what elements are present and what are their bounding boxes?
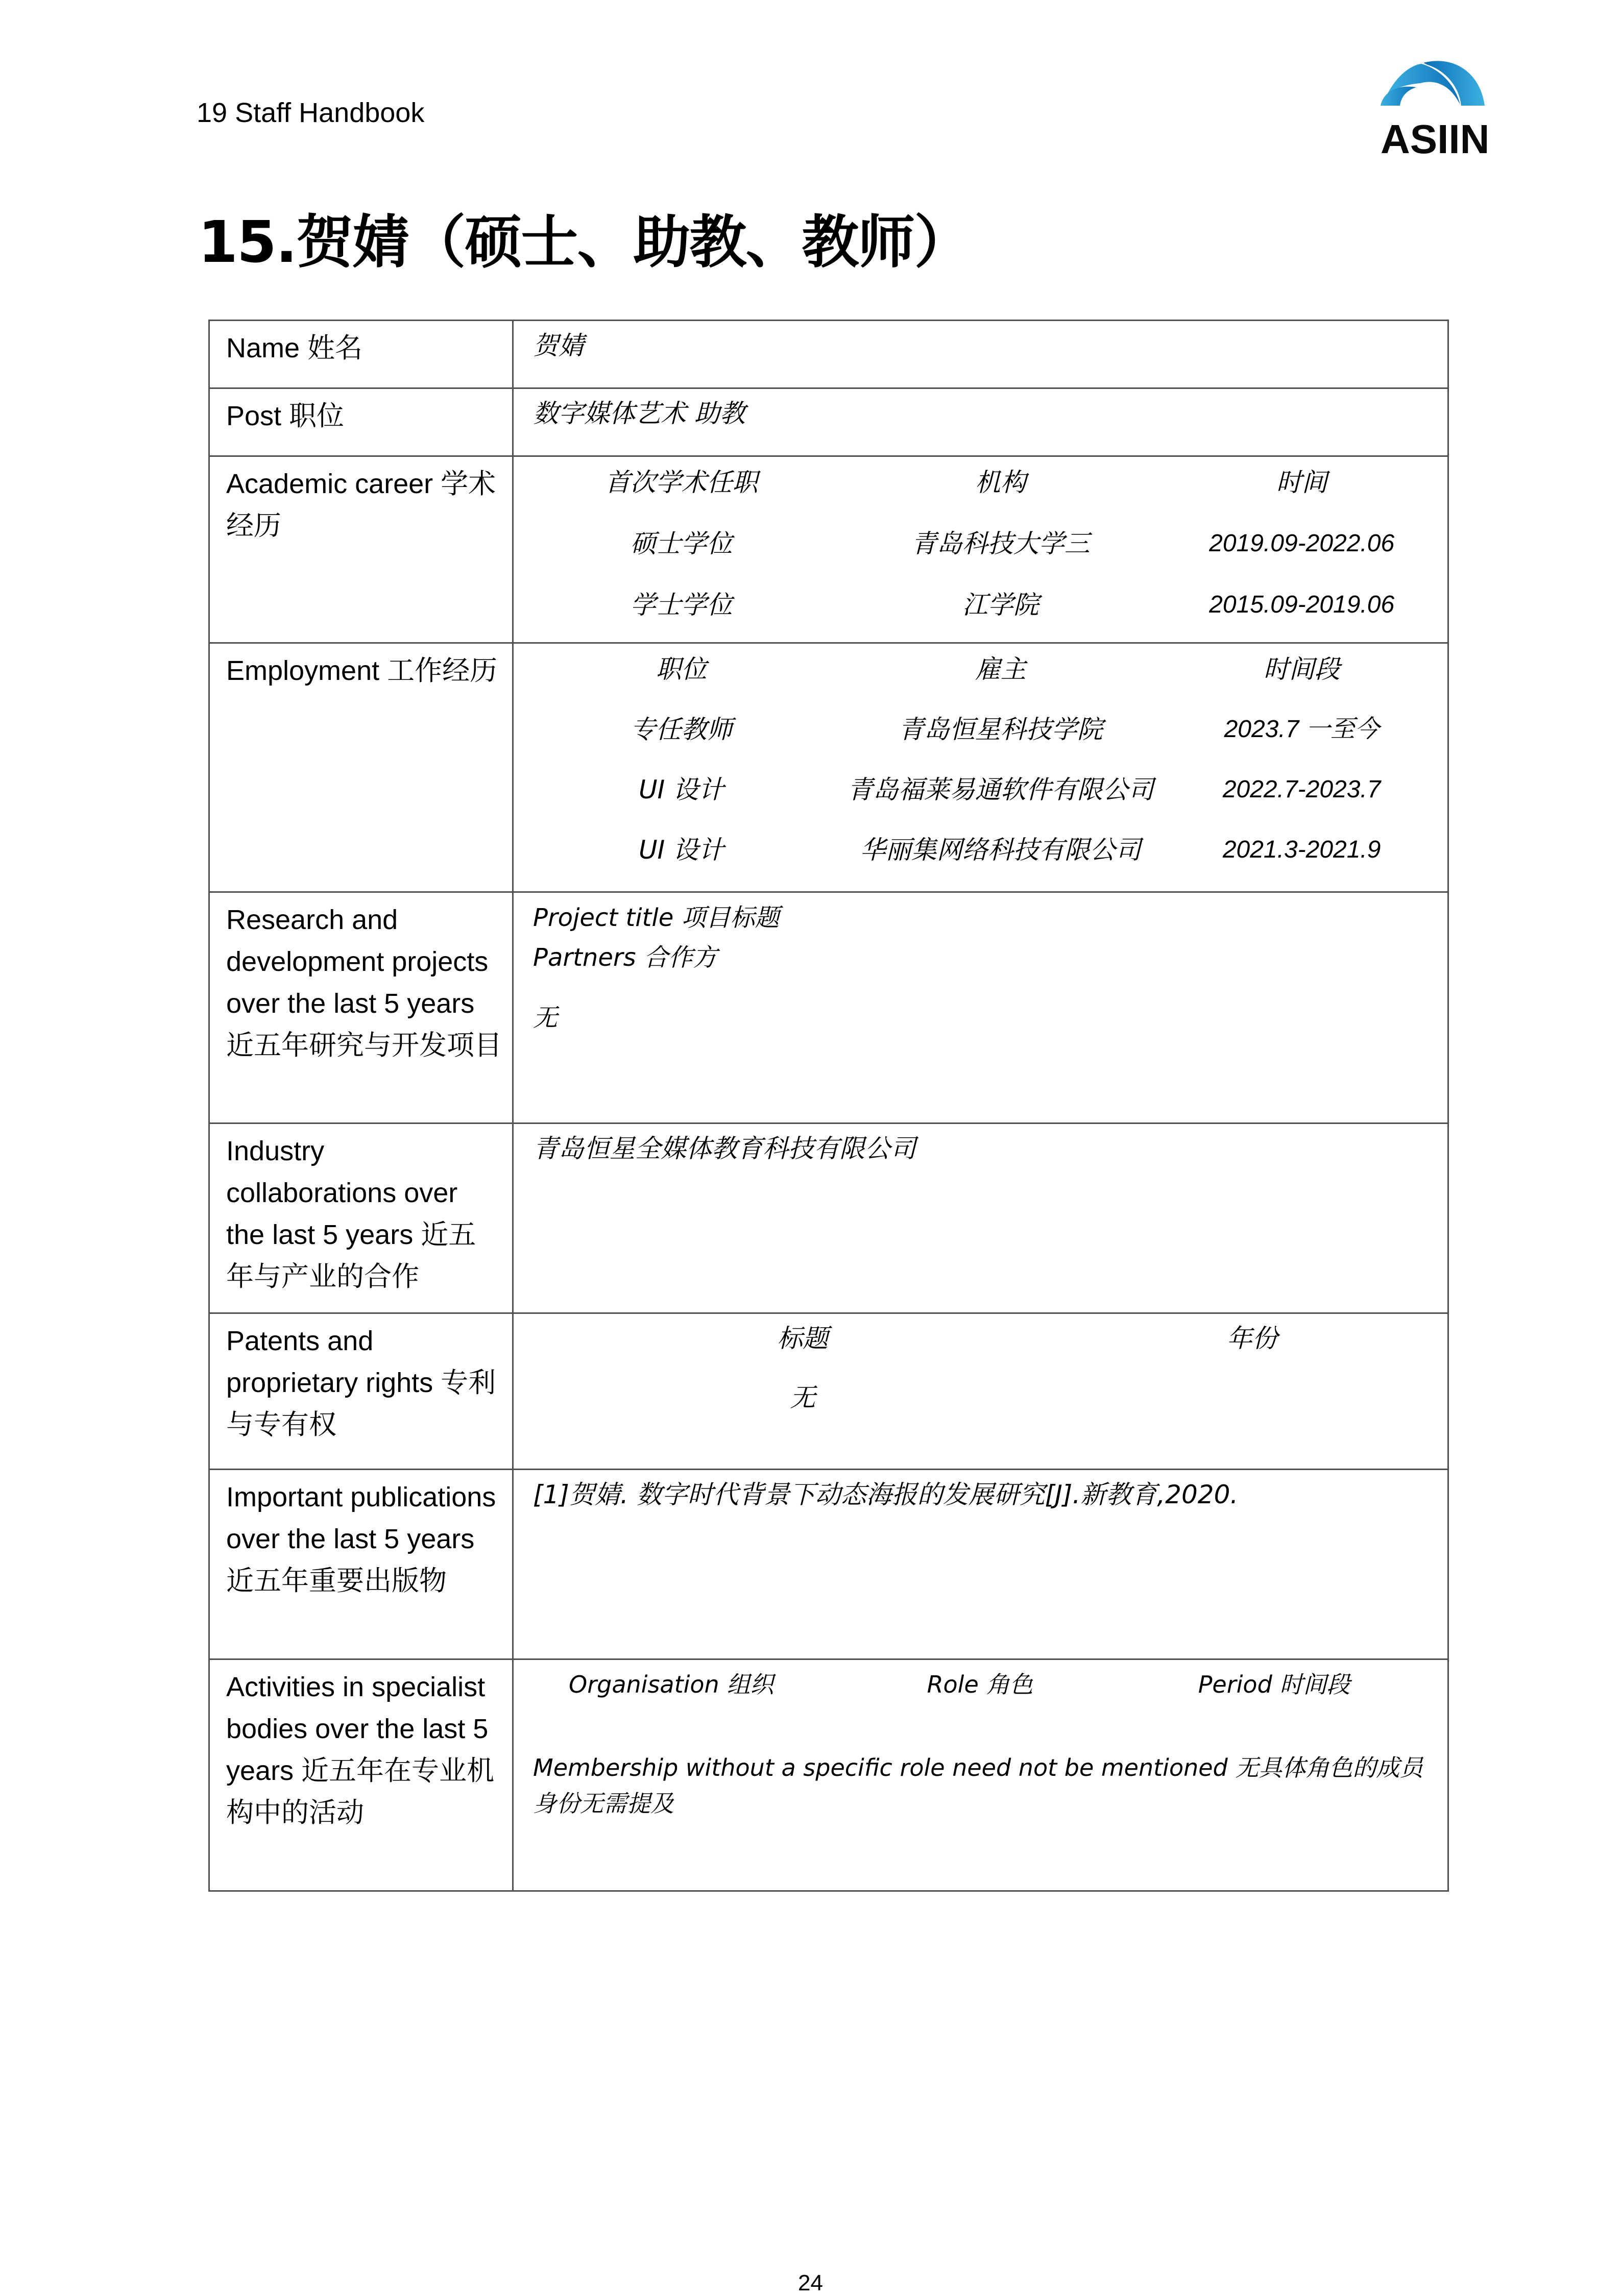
header-cell: Organisation 组织	[569, 1671, 774, 1698]
asiin-arch-icon	[1378, 54, 1506, 161]
period-cell: 2023.7 一至今	[1224, 716, 1380, 743]
degree-cell: 学士学位	[630, 590, 733, 620]
row-publications	[209, 1470, 1448, 1659]
project-title-label: Project title 项目标题	[533, 903, 780, 932]
label-post: Post 职位	[209, 388, 513, 456]
row-industry-collaborations	[209, 1123, 1448, 1313]
row-patents	[209, 1313, 1448, 1470]
period-cell: 2015.09-2019.06	[1209, 591, 1395, 618]
value-name: 贺婧	[513, 321, 1448, 388]
row-name	[209, 321, 1448, 388]
header-cell: Role 角色	[927, 1671, 1033, 1698]
patents-content	[513, 1313, 1448, 1470]
row-post	[209, 388, 1448, 456]
institution-cell: 青岛科技大学三	[911, 529, 1090, 558]
research-projects-content	[513, 892, 1448, 1123]
header-cell: 职位	[656, 654, 707, 684]
header-cell: 时间	[1276, 468, 1327, 497]
label-name: Name 姓名	[209, 321, 513, 388]
row-academic-career	[209, 456, 1448, 643]
institution-cell: 江学院	[962, 590, 1039, 620]
industry-value: 青岛恒星全媒体教育科技有限公司	[513, 1123, 1448, 1313]
header-cell: 时间段	[1263, 654, 1340, 684]
position-cell: UI 设计	[638, 775, 724, 804]
academic-career-grid	[513, 456, 1448, 643]
degree-cell: 硕士学位	[630, 529, 733, 558]
employer-cell: 青岛恒星科技学院	[898, 715, 1103, 744]
activities-content	[513, 1659, 1448, 1891]
research-value: 无	[533, 1004, 558, 1032]
label-publications: Important publications over the last 5 years 近五年重要出版物	[209, 1470, 513, 1659]
staff-profile-table	[208, 320, 1449, 1892]
label-patents: Patents and proprietary rights 专利与专有权	[209, 1313, 513, 1470]
header-cell: 雇主	[975, 654, 1026, 684]
label-industry-collaborations: Industry collaborations over the last 5 years 近五年与产业的合作	[209, 1123, 513, 1313]
label-employment: Employment 工作经历	[209, 643, 513, 892]
header-cell: 年份	[1226, 1324, 1278, 1353]
header-cell: 首次学术任职	[604, 468, 758, 497]
publication-item: [1]贺婧. 数字时代背景下动态海报的发展研究[J].新教育,2020.	[533, 1480, 1239, 1509]
label-academic-career: Academic career 学术经历	[209, 456, 513, 643]
header-cell: 机构	[975, 468, 1026, 497]
employment-grid	[513, 643, 1448, 892]
running-header: 19 Staff Handbook	[197, 97, 425, 128]
publications-list	[513, 1470, 1448, 1659]
membership-note: Membership without a specific role need not be mentioned 无具体角色的成员身份无需提及	[533, 1754, 1423, 1817]
position-cell: UI 设计	[638, 835, 724, 865]
row-employment	[209, 643, 1448, 892]
employer-cell: 青岛福莱易通软件有限公司	[847, 775, 1154, 804]
employer-cell: 华丽集网络科技有限公司	[860, 835, 1141, 865]
period-cell: 2022.7-2023.7	[1222, 776, 1381, 803]
page-number: 24	[798, 2270, 823, 2295]
patents-value: 无	[790, 1383, 816, 1412]
page-title: 15.贺婧（硕士、助教、教师）	[198, 209, 971, 276]
value-post: 数字媒体艺术 助教	[513, 388, 1448, 456]
asiin-logo	[1378, 54, 1506, 161]
header-cell: 标题	[777, 1324, 829, 1353]
period-cell: 2021.3-2021.9	[1222, 836, 1381, 863]
position-cell: 专任教师	[630, 715, 733, 744]
label-research-projects: Research and development projects over the last 5 years 近五年研究与开发项目	[209, 892, 513, 1123]
row-research-projects	[209, 892, 1448, 1123]
label-activities: Activities in specialist bodies over the last 5 years 近五年在专业机构中的活动	[209, 1659, 513, 1891]
partners-label: Partners 合作方	[533, 943, 717, 972]
row-activities	[209, 1659, 1448, 1891]
period-cell: 2019.09-2022.06	[1209, 530, 1395, 557]
header-cell: Period 时间段	[1198, 1671, 1350, 1698]
svg-text:ASIIN: ASIIN	[1381, 116, 1490, 161]
